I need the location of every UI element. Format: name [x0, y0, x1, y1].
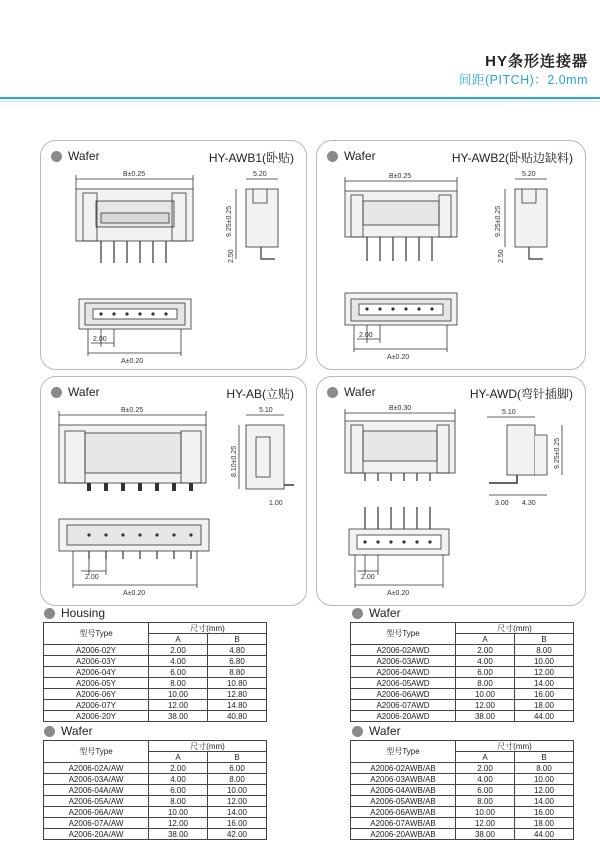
dim-lead: 2.50	[498, 249, 505, 263]
dim-b: B±0.30	[389, 405, 412, 412]
dim-pitch: 2.00	[85, 574, 99, 581]
connector-drawing	[317, 377, 585, 605]
panel-tag: Wafer	[51, 149, 100, 163]
wafer-awb-table	[350, 740, 574, 840]
table-row: A2006-20AWD 38.00 44.00	[351, 711, 574, 722]
col-a-header: A	[149, 634, 208, 645]
header-rule	[0, 97, 600, 99]
page-title: HY条形连接器	[485, 53, 588, 70]
col-b-header: B	[515, 634, 574, 645]
section-wafer-awd: Wafer	[352, 606, 401, 620]
drawing-panel-ab	[40, 376, 307, 606]
type-header: 型号Type	[44, 623, 149, 645]
table-row: A2006-06Y 10.00 12.80	[44, 689, 267, 700]
table-row: A2006-03Y 4.00 6.80	[44, 656, 267, 667]
panel-model: HY-AWB1(卧贴)	[208, 151, 294, 165]
col-b-header: B	[515, 752, 574, 763]
dim-height: 9.25±0.25	[226, 205, 233, 237]
dim-lead: 2.50	[228, 249, 235, 263]
col-a-header: A	[456, 752, 515, 763]
bullet-icon	[44, 726, 55, 737]
table-row: A2006-05AWB/AB 8.00 14.00	[351, 796, 574, 807]
dim-height: 9.25±0.25	[554, 437, 561, 469]
dim-header: 尺寸(mm)	[149, 623, 267, 634]
connector-drawing	[41, 377, 306, 605]
wafer-awd-table	[350, 622, 574, 722]
dim-a: A±0.20	[121, 358, 144, 365]
connector-drawing	[41, 141, 306, 369]
housing-table	[43, 622, 267, 722]
table-row: A2006-02Y 2.00 4.80	[44, 645, 267, 656]
dim-lead2: 4.30	[522, 500, 536, 507]
table-row: A2006-06A/AW 10.00 14.00	[44, 807, 267, 818]
panel-tag: Wafer	[327, 385, 376, 399]
header-rule-light	[0, 101, 600, 102]
panel-tag: Wafer	[51, 385, 100, 399]
dim-b: B±0.25	[123, 171, 146, 178]
dim-lead: 3.00	[495, 500, 509, 507]
dim-width: 5.20	[253, 171, 267, 178]
dim-a: A±0.20	[387, 590, 410, 597]
connector-drawing	[317, 141, 585, 369]
dim-height: 9.25±0.25	[495, 205, 502, 237]
dim-pitch: 2.00	[361, 574, 375, 581]
col-b-header: B	[208, 634, 267, 645]
table-row: A2006-04AWB/AB 6.00 12.00	[351, 785, 574, 796]
table-row: A2006-07Y 12.00 14.80	[44, 700, 267, 711]
panel-model: HY-AWD(弯针插脚)	[469, 387, 573, 401]
drawing-panel-awb1	[40, 140, 307, 370]
table-row: A2006-04Y 6.00 8.80	[44, 667, 267, 678]
table-row: A2006-05AWD 8.00 14.00	[351, 678, 574, 689]
col-a-header: A	[456, 634, 515, 645]
table-row: A2006-02AWD 2.00 8.00	[351, 645, 574, 656]
table-row: A2006-07A/AW 12.00 16.00	[44, 818, 267, 829]
dim-a: A±0.20	[123, 590, 146, 597]
table-row: A2006-03A/AW 4.00 8.00	[44, 774, 267, 785]
table-row: A2006-02AWB/AB 2.00 8.00	[351, 763, 574, 774]
panel-model: HY-AB(立贴)	[226, 387, 294, 401]
section-wafer-awb: Wafer	[352, 724, 401, 738]
type-header: 型号Type	[44, 741, 149, 763]
dim-pitch: 2.00	[93, 336, 107, 343]
panel-tag: Wafer	[327, 149, 376, 163]
dim-header: 尺寸(mm)	[456, 741, 574, 752]
table-row: A2006-05A/AW 8.00 12.00	[44, 796, 267, 807]
dim-header: 尺寸(mm)	[149, 741, 267, 752]
table-row: A2006-20Y 38.00 40.80	[44, 711, 267, 722]
table-row: A2006-03AWB/AB 4.00 10.00	[351, 774, 574, 785]
type-header: 型号Type	[351, 741, 456, 763]
table-row: A2006-03AWD 4.00 10.00	[351, 656, 574, 667]
dim-header: 尺寸(mm)	[456, 623, 574, 634]
dim-pitch: 2.00	[359, 332, 373, 339]
dim-b: B±0.25	[389, 173, 412, 180]
dim-lead: 1.00	[269, 500, 283, 507]
dim-width: 5.20	[522, 171, 536, 178]
col-a-header: A	[149, 752, 208, 763]
section-wafer-aw: Wafer	[44, 724, 93, 738]
table-row: A2006-02A/AW 2.00 6.00	[44, 763, 267, 774]
table-row: A2006-06AWD 10.00 16.00	[351, 689, 574, 700]
table-row: A2006-07AWB/AB 12.00 18.00	[351, 818, 574, 829]
dim-a: A±0.20	[387, 354, 410, 361]
section-housing: Housing	[44, 606, 105, 620]
type-header: 型号Type	[351, 623, 456, 645]
bullet-icon	[352, 726, 363, 737]
panel-model: HY-AWB2(卧贴边缺料)	[451, 151, 573, 165]
table-row: A2006-20A/AW 38.00 42.00	[44, 829, 267, 840]
table-row: A2006-06AWB/AB 10.00 16.00	[351, 807, 574, 818]
dim-b: B±0.25	[121, 407, 144, 414]
wafer-aw-table	[43, 740, 267, 840]
drawing-panel-awd	[316, 376, 586, 606]
table-row: A2006-05Y 8.00 10.80	[44, 678, 267, 689]
drawing-panel-awb2	[316, 140, 586, 370]
col-b-header: B	[208, 752, 267, 763]
dim-width: 5.10	[259, 407, 273, 414]
bullet-icon	[352, 608, 363, 619]
dim-height: 8.10±0.25	[231, 445, 238, 477]
table-row: A2006-04A/AW 6.00 10.00	[44, 785, 267, 796]
table-row: A2006-07AWD 12.00 18.00	[351, 700, 574, 711]
table-row: A2006-20AWB/AB 38.00 44.00	[351, 829, 574, 840]
page-subtitle: 间距(PITCH)：2.0mm	[458, 73, 588, 87]
dim-width: 5.10	[502, 409, 516, 416]
bullet-icon	[44, 608, 55, 619]
table-row: A2006-04AWD 6.00 12.00	[351, 667, 574, 678]
